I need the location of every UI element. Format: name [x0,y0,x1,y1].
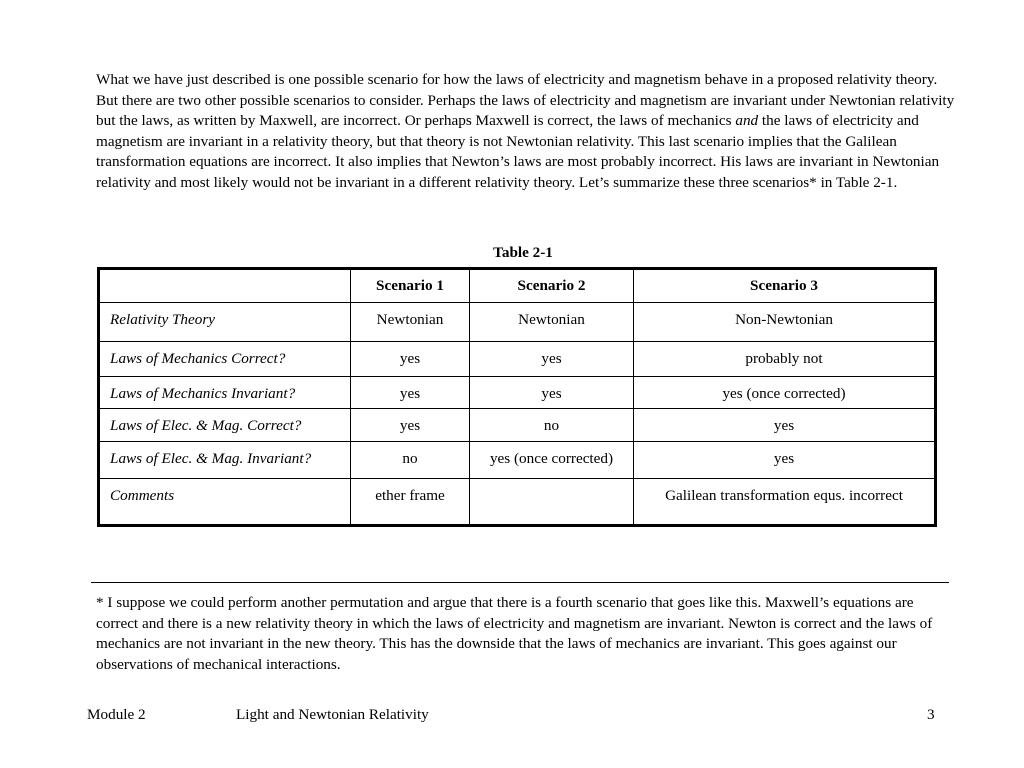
row-label: Comments [99,479,351,526]
footnote-divider [91,582,949,583]
footer-title: Light and Newtonian Relativity [236,706,429,723]
cell-scenario-3: yes [634,442,936,479]
footer-module: Module 2 [87,706,146,723]
table-header-row [99,269,936,303]
cell-scenario-3: yes [634,409,936,442]
cell-scenario-2 [470,479,634,526]
cell-scenario-3: Non-Newtonian [634,303,936,342]
cell-scenario-2: Newtonian [470,303,634,342]
table-row [99,303,936,342]
intro-paragraph [96,70,956,193]
footnote: * I suppose we could perform another permutation and argue that there is a fourth scenario that goes like this. Maxwell’s equations are correct and there is a new relativity theory in which the laws of electricity and magnetism are invariant. Newton is correct and the laws of mechanics are not invariant in the new theory. This has the downside that the laws of mechanics are invariant. This goes against our observations of mechanical interactions. [96,594,933,673]
table-row [99,409,936,442]
cell-scenario-1: ether frame [351,479,470,526]
header-scenario-1: Scenario 1 [351,269,470,303]
cell-scenario-2: yes (once corrected) [470,442,634,479]
table-row [99,342,936,377]
cell-scenario-2: yes [470,377,634,409]
cell-scenario-2: no [470,409,634,442]
cell-scenario-1: yes [351,377,470,409]
scenario-table [97,267,937,527]
table-row [99,442,936,479]
table-row [99,479,936,526]
header-scenario-3: Scenario 3 [634,269,936,303]
footer-page-number: 3 [927,706,935,723]
row-label: Laws of Elec. & Mag. Correct? [99,409,351,442]
cell-scenario-1: yes [351,409,470,442]
cell-scenario-1: yes [351,342,470,377]
header-cell-empty [99,269,351,303]
cell-scenario-3: Galilean transformation equs. incorrect [634,479,936,526]
row-label: Laws of Elec. & Mag. Invariant? [99,442,351,479]
row-label: Relativity Theory [99,303,351,342]
header-scenario-2: Scenario 2 [470,269,634,303]
intro-text-part1: What we have just described is one possible scenario for how the laws of electricity and magnetism behave in a proposed relativity theory. But there are two other possible scenarios to consider. Perhaps the laws of electricity and magnetism are invariant under Newtonian relativity but the laws, as written by Maxwell, are incorrect. Or perhaps Maxwell is correct, the laws of mechanics [96,71,955,129]
table-row [99,377,936,409]
cell-scenario-2: yes [470,342,634,377]
cell-scenario-1: no [351,442,470,479]
table-title: Table 2-1 [493,244,553,261]
intro-text-part2: the laws of electricity and magnetism are invariant in a relativity theory, but that theory is not Newtonian relativity. This last scenario implies that the Galilean transformation equations are incorrect. It also implies that Newton’s laws are most probably incorrect. His laws are invariant in Newtonian relativity and most likely would not be invariant in a different relativity theory. Let’s summarize these three scenarios* in Table 2-1. [96,112,940,191]
row-label: Laws of Mechanics Correct? [99,342,351,377]
row-label: Laws of Mechanics Invariant? [99,377,351,409]
cell-scenario-3: yes (once corrected) [634,377,936,409]
intro-emphasis: and [735,112,759,129]
cell-scenario-3: probably not [634,342,936,377]
cell-scenario-1: Newtonian [351,303,470,342]
